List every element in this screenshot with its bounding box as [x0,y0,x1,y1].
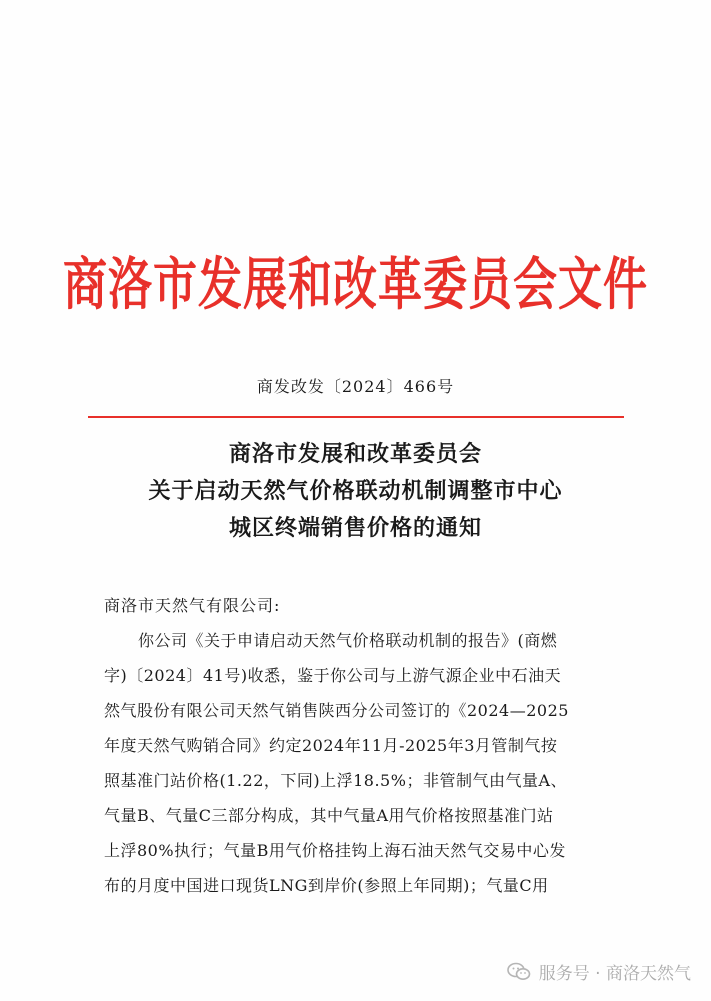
body-line: 照基准门站价格(1.22，下同)上浮18.5%；非管制气由气量A、 [104,771,567,790]
title-line-1: 商洛市发展和改革委员会 [228,442,482,467]
body-line: 你公司《关于申请启动天然气价格联动机制的报告》(商燃 [138,631,558,650]
document-number: 商发改发〔2024〕466号 [256,377,455,396]
watermark [507,959,691,984]
notice-title [0,436,711,547]
salutation: 商洛市天然气有限公司: [104,596,281,615]
body-line: 布的月度中国进口现货LNG到岸价(参照上年同期)；气量C用 [104,876,549,895]
body-line: 上浮80%执行；气量B用气价格挂钩上海石油天然气交易中心发 [104,841,566,860]
wechat-icon [507,962,531,982]
title-line-3: 城区终端销售价格的通知 [228,516,482,541]
body-line: 年度天然气购销合同》约定2024年11月-2025年3月管制气按 [104,736,558,755]
body-line: 然气股份有限公司天然气销售陕西分公司签订的《2024—2025 [104,701,569,720]
body-line: 字)〔2024〕41号)收悉，鉴于你公司与上游气源企业中石油天 [104,666,562,685]
title-line-2: 关于启动天然气价格联动机制调整市中心 [148,479,563,504]
body-line: 气量B、气量C三部分构成，其中气量A用气价格按照基准门站 [104,806,554,825]
red-divider-line [88,416,624,418]
notice-body [104,588,624,903]
watermark-text: 服务号 · 商洛天然气 [538,964,691,984]
masthead-title: 商洛市发展和改革委员会文件 [63,252,648,318]
